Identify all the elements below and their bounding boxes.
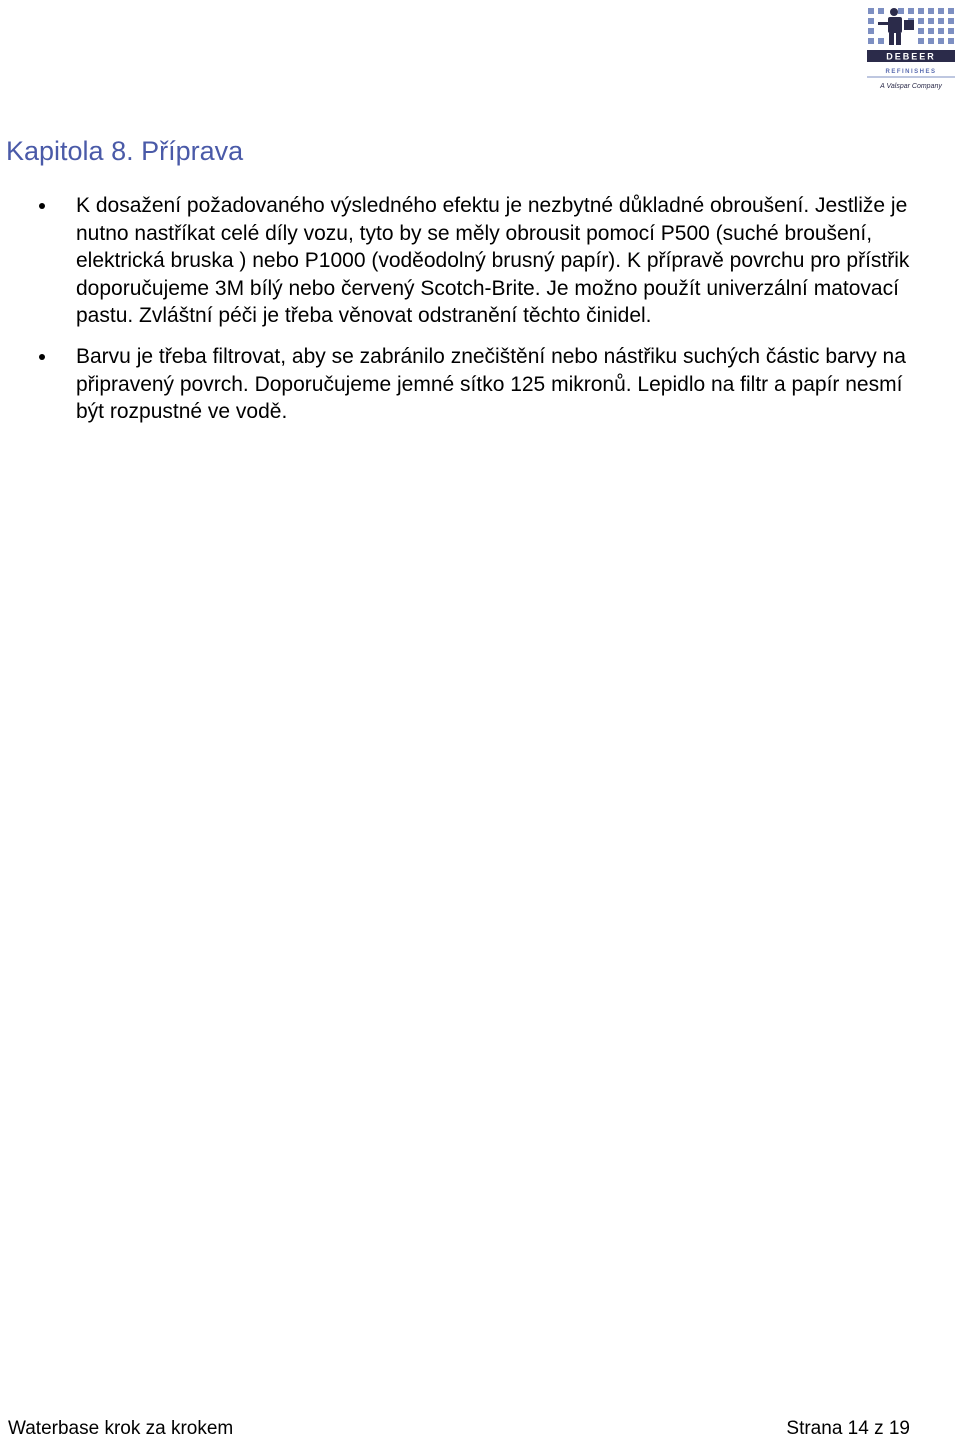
- page-footer: [0, 1418, 960, 1439]
- logo-sub-text: REFINISHES: [885, 69, 937, 75]
- list-item-text: K dosažení požadovaného výsledného efektu je nezbytné důkladné obroušení. Jestliže je nutno nastříkat celé díly vozu, tyto by se měly obrousit pomocí P500 (suché broušení, elektrická bruska ) nebo P1000 (voděodolný brusný papír). K přípravě povrchu pro přístřik doporučujeme 3M bílý nebo červený Scotch-Brite. Je možno použít univerzální matovací pastu. Zvláštní péči je třeba věnovat odstranění těchto činidel.: [76, 194, 910, 328]
- list-item: [0, 343, 960, 426]
- bullet-icon: [39, 203, 45, 209]
- bullet-list: [0, 192, 960, 426]
- logo-brand-text: DEBEER: [886, 51, 936, 62]
- company-logo: [864, 2, 958, 96]
- chapter-title: Kapitola 8. Příprava: [6, 136, 244, 166]
- list-item: [0, 192, 960, 330]
- bullet-icon: [39, 354, 45, 360]
- logo-company-text: A Valspar Company: [880, 83, 942, 90]
- footer-page-number: Strana 14 z 19: [786, 1418, 910, 1439]
- debeer-logo-icon: [864, 2, 958, 96]
- list-item-text: Barvu je třeba filtrovat, aby se zabránilo znečištění nebo nástřiku suchých částic barvy na připravený povrch. Doporučujeme jemné sítko 125 mikronů. Lepidlo na filtr a papír nesmí být rozpustné ve vodě.: [76, 344, 906, 424]
- footer-document-title: Waterbase krok za krokem: [8, 1418, 234, 1439]
